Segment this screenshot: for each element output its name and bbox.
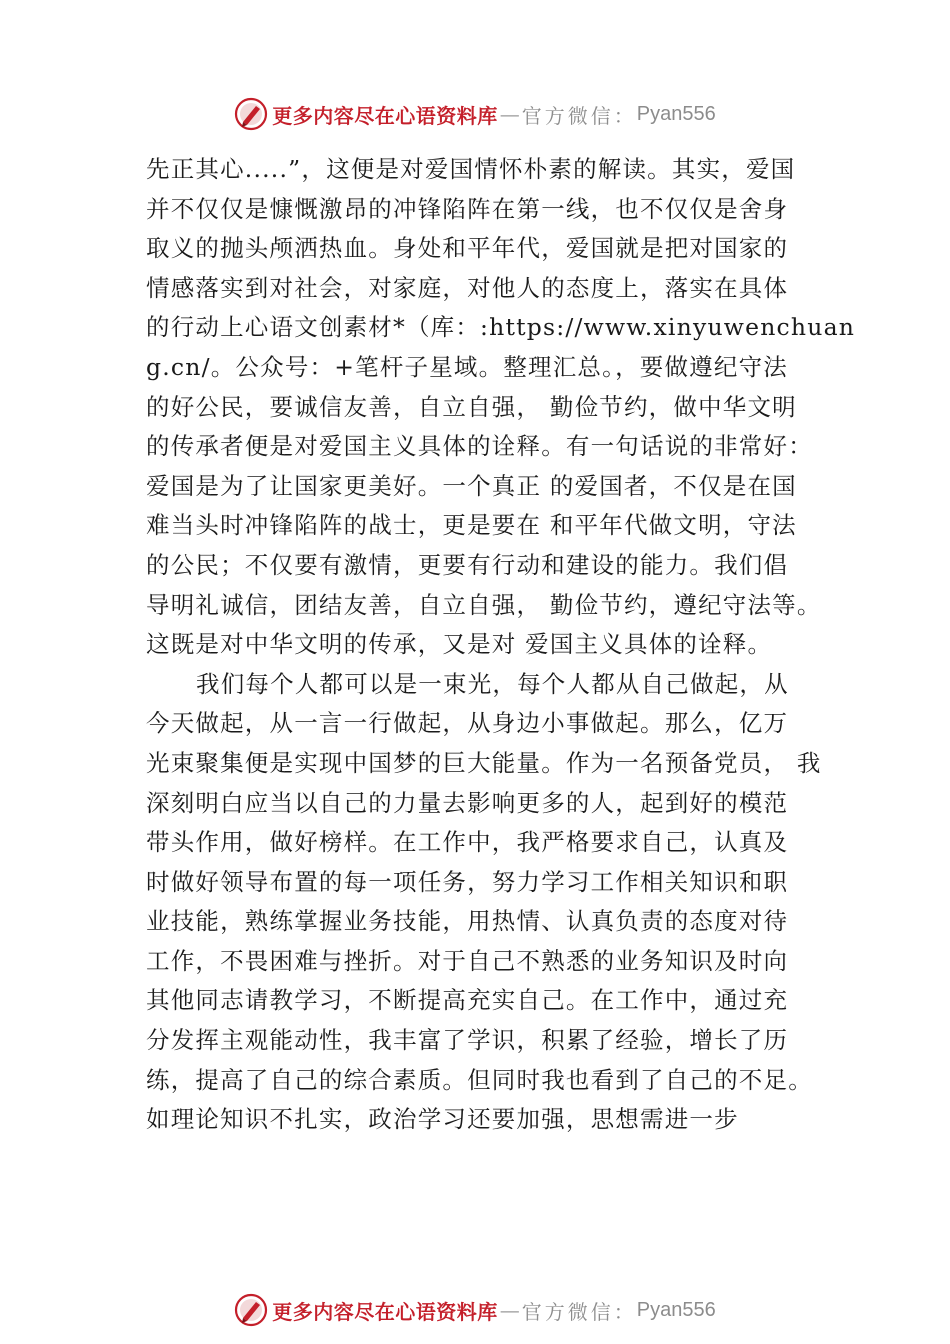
text-line: 今天做起，从一言一行做起，从身边小事做起。那么，亿万 <box>146 709 789 738</box>
text-line: 时做好领导布置的每一项任务，努力学习工作相关知识和职 <box>146 867 789 896</box>
text-line: 如理论知识不扎实，政治学习还要加强，思想需进一步 <box>146 1105 739 1134</box>
header-banner <box>0 94 950 134</box>
text-line: 的公民；不仅要有激情，更要有行动和建设的能力。我们倡 <box>146 550 789 579</box>
banner-separator: — <box>499 1298 520 1322</box>
pen-logo-icon <box>234 97 268 131</box>
text-line: 的好公民，要诚信友善，自立自强， 勤俭节约，做中华文明 <box>146 392 797 421</box>
text-line: 爱国是为了让国家更美好。一个真正 的爱国者，不仅是在国 <box>146 471 797 500</box>
text-line: 其他同志请教学习，不断提高充实自己。在工作中，通过充 <box>146 986 789 1015</box>
banner-wechat-id: Pyan556 <box>636 102 716 125</box>
text-line: 这既是对中华文明的传承，又是对 爱国主义具体的诠释。 <box>146 630 773 659</box>
banner-label: 官方微信： <box>521 1299 637 1324</box>
text-line: 先正其心.....”，这便是对爱国情怀朴素的解读。其实，爱国 <box>146 155 796 183</box>
text-line: 情感落实到对社会，对家庭，对他人的态度上，落实在具体 <box>146 273 789 302</box>
text-line: 练，提高了自己的综合素质。但同时我也看到了自己的不足。 <box>146 1065 813 1094</box>
banner-separator: — <box>499 102 520 126</box>
text-line: 导明礼诚信，团结友善，自立自强， 勤俭节约，遵纪守法等。 <box>146 590 822 619</box>
text-line: g.cn/。公众号：+笔杆子星域。整理汇总。，要做遵纪守法 <box>146 352 788 381</box>
text-line: 业技能，熟练掌握业务技能，用热情、认真负责的态度对待 <box>146 907 789 936</box>
pen-logo-icon <box>234 1293 268 1327</box>
text-line: 带头作用，做好榜样。在工作中，我严格要求自己，认真及 <box>146 828 789 857</box>
text-line: 分发挥主观能动性，我丰富了学识，积累了经验，增长了历 <box>146 1026 789 1055</box>
text-line: 光束聚集便是实现中国梦的巨大能量。作为一名预备党员， 我 <box>146 748 822 777</box>
text-line: 难当头时冲锋陷阵的战士，更是要在 和平年代做文明，守法 <box>146 511 797 540</box>
text-line: 的行动上心语文创素材*（库：:https://www.xinyuwenchuan <box>146 313 856 342</box>
text-line: 取义的抛头颅洒热血。身处和平年代，爱国就是把对国家的 <box>146 234 789 263</box>
text-line: 深刻明白应当以自己的力量去影响更多的人，起到好的模范 <box>146 788 789 817</box>
text-line: 的传承者便是对爱国主义具体的诠释。有一句话说的非常好： <box>146 432 813 461</box>
text-line: 并不仅仅是慷慨激昂的冲锋陷阵在第一线，也不仅仅是舍身 <box>146 194 789 223</box>
banner-title: 更多内容尽在心语资料库 <box>272 1299 498 1324</box>
document-body <box>146 150 856 1140</box>
text-line: 我们每个人都可以是一束光，每个人都从自己做起，从 <box>196 669 789 698</box>
banner-wechat-id: Pyan556 <box>636 1298 716 1321</box>
footer-banner <box>0 1290 950 1330</box>
text-line: 工作，不畏困难与挫折。对于自己不熟悉的业务知识及时向 <box>146 946 789 975</box>
banner-title: 更多内容尽在心语资料库 <box>272 103 498 128</box>
banner-label: 官方微信： <box>521 103 637 128</box>
